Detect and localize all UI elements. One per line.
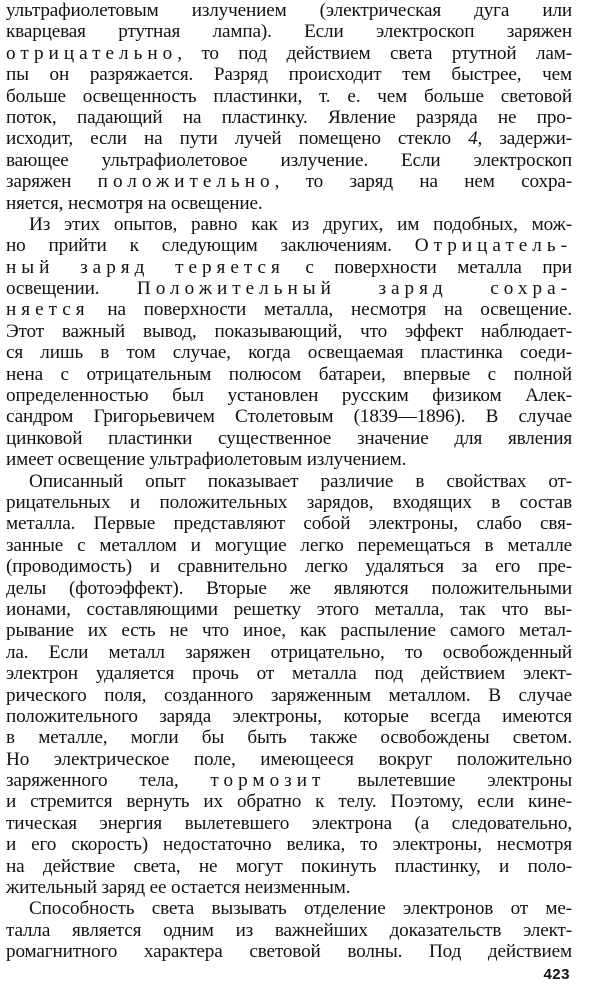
text-fragment: няется, несмотря на освещение.: [6, 192, 263, 214]
spaced-emphasis-text: положительно: [97, 171, 275, 193]
paragraph: [6, 471, 572, 899]
text-fragment: жительный заряд ее остается неизменным.: [6, 877, 351, 899]
text-fragment: 4: [468, 128, 478, 150]
page-number: 423: [543, 966, 570, 983]
text-fragment: электрон удаляется прочь от металла под действием элект-: [6, 663, 572, 685]
text-fragment: , задержи-: [477, 128, 572, 150]
text-fragment: на поверхности металла, несмотря на освещение.: [89, 299, 572, 321]
text-line: [6, 578, 572, 599]
text-fragment: поток, падающий на пластинку. Явление разряда не про-: [6, 106, 572, 128]
text-line: [6, 171, 572, 192]
text-line: [6, 235, 572, 256]
paragraph: [6, 0, 572, 214]
text-line: [6, 43, 572, 64]
text-line: [6, 385, 572, 406]
text-fragment: ионами, составляющими решетку этого металла, так что вы-: [6, 598, 572, 620]
text-line: [6, 278, 572, 299]
text-fragment: Но электрическое поле, имеющееся вокруг положительно: [6, 748, 572, 770]
text-line: [6, 706, 572, 727]
text-line: [6, 214, 572, 235]
text-line: [6, 428, 572, 449]
text-fragment: ся лишь в том случае, когда освещаемая пластинка соеди-: [6, 342, 572, 364]
text-fragment: цинковой пластинки существенное значение для явления: [6, 427, 572, 449]
text-line: [6, 471, 572, 492]
text-line: [6, 492, 572, 513]
text-line: [6, 813, 572, 834]
text-line: [6, 556, 572, 577]
text-line: [6, 406, 572, 427]
text-fragment: нена с отрицательным полюсом батареи, впервые с полной: [6, 363, 572, 385]
text-fragment: и стремится вернуть их обратно к телу. Поэтому, если кине-: [6, 791, 572, 813]
text-fragment: исходит, если на пути лучей помещено стекло: [6, 128, 469, 150]
text-line: [6, 791, 572, 812]
text-fragment: Описанный опыт показывает различие в свойствах от-: [29, 470, 572, 492]
text-fragment: на действие света, не могут покинуть пластинку, и поло-: [6, 855, 572, 877]
text-line: [6, 642, 572, 663]
text-fragment: , то заряд на нем сохра-: [274, 171, 572, 193]
text-fragment: металла. Первые представляют собой электроны, слабо свя-: [6, 513, 572, 535]
text-fragment: рицательных и положительных зарядов, входящих в состав: [6, 491, 572, 513]
text-line: [6, 21, 572, 42]
text-line: [6, 898, 572, 919]
text-fragment: Этот важный вывод, показывающий, что эффект наблюдает-: [6, 320, 572, 342]
paragraph: [6, 214, 572, 471]
text-line: [6, 856, 572, 877]
text-line: [6, 342, 572, 363]
text-line: [6, 749, 572, 770]
text-fragment: ла. Если металл заряжен отрицательно, то освобожденный: [6, 641, 572, 663]
spaced-emphasis-text: няется: [6, 299, 90, 321]
text-fragment: и его скорость) недостаточно велика, то электроны, несмотря: [6, 834, 572, 856]
text-fragment: , то под действием света ртутной лам-: [177, 42, 572, 64]
text-fragment: заряжен: [6, 171, 98, 193]
text-line: [6, 941, 572, 962]
text-fragment: в металле, могли бы быть также освобождены светом.: [6, 727, 572, 749]
text-line: [6, 727, 572, 748]
text-fragment: положительного заряда электроны, которые всегда имеются: [6, 705, 572, 727]
text-line: [6, 535, 572, 556]
text-line: [6, 685, 572, 706]
spaced-emphasis-text: тормозит: [210, 770, 326, 792]
text-line: [6, 257, 572, 278]
body-text: [6, 0, 572, 963]
text-fragment: больше освещенность пластинки, т. е. чем больше световой: [6, 85, 572, 107]
text-line: [6, 299, 572, 320]
text-fragment: (проводимость) и сравнительно легко удаляться за его пре-: [6, 556, 572, 578]
text-line: [6, 86, 572, 107]
spaced-emphasis-text: ный заряд теряется: [6, 256, 285, 278]
text-line: [6, 449, 572, 470]
spaced-emphasis-text: Положительный заряд сохра-: [136, 278, 572, 300]
text-fragment: имеет освещение ультрафиолетовым излучением.: [6, 449, 407, 471]
text-fragment: рического поля, созданного заряженным металлом. В случае: [6, 684, 572, 706]
spaced-emphasis-text: Отрицатель-: [414, 235, 572, 257]
text-line: [6, 920, 572, 941]
text-line: [6, 770, 572, 791]
text-line: [6, 620, 572, 641]
text-line: [6, 877, 572, 898]
text-line: [6, 0, 572, 21]
text-line: [6, 834, 572, 855]
text-line: [6, 364, 572, 385]
text-fragment: ультрафиолетовым излучением (электрическая дуга или: [6, 0, 572, 21]
text-fragment: вающее ультрафиолетовое излучение. Если электроскоп: [6, 149, 572, 171]
text-fragment: Способность света вызывать отделение электронов от ме-: [29, 898, 572, 920]
text-line: [6, 321, 572, 342]
text-fragment: сандром Григорьевичем Столетовым (1839—1896). В случае: [6, 406, 572, 428]
text-fragment: кварцевая ртутная лампа). Если электроскоп заряжен: [6, 21, 572, 43]
text-line: [6, 128, 572, 149]
text-fragment: с поверхности металла при: [284, 256, 572, 278]
text-fragment: тическая энергия вылетевшего электрона (а следовательно,: [6, 812, 572, 834]
text-line: [6, 64, 572, 85]
text-fragment: пы он разряжается. Разряд происходит тем быстрее, чем: [6, 64, 572, 86]
text-fragment: ромагнитного характера световой волны. Под действием: [6, 941, 572, 963]
text-fragment: определенностью был установлен русским физиком Алек-: [6, 385, 572, 407]
text-fragment: рывание их есть не что иное, как распыление самого метал-: [6, 620, 572, 642]
text-line: [6, 663, 572, 684]
text-fragment: талла является одним из важнейших доказательств элект-: [6, 919, 572, 941]
text-line: [6, 150, 572, 171]
paragraph: [6, 898, 572, 962]
text-fragment: заряженного тела,: [6, 770, 211, 792]
text-fragment: Из этих опытов, равно как из других, им подобных, мож-: [29, 213, 572, 235]
text-line: [6, 193, 572, 214]
text-line: [6, 107, 572, 128]
text-line: [6, 599, 572, 620]
text-fragment: занные с металлом и могущие легко перемещаться в металле: [6, 534, 572, 556]
text-fragment: вылетевшие электроны: [325, 770, 572, 792]
text-line: [6, 513, 572, 534]
spaced-emphasis-text: отрицательно: [6, 42, 178, 64]
text-fragment: делы (фотоэффект). Вторые же являются положительными: [6, 577, 572, 599]
text-fragment: но прийти к следующим заключениям.: [6, 235, 415, 257]
text-fragment: освещении.: [6, 278, 137, 300]
